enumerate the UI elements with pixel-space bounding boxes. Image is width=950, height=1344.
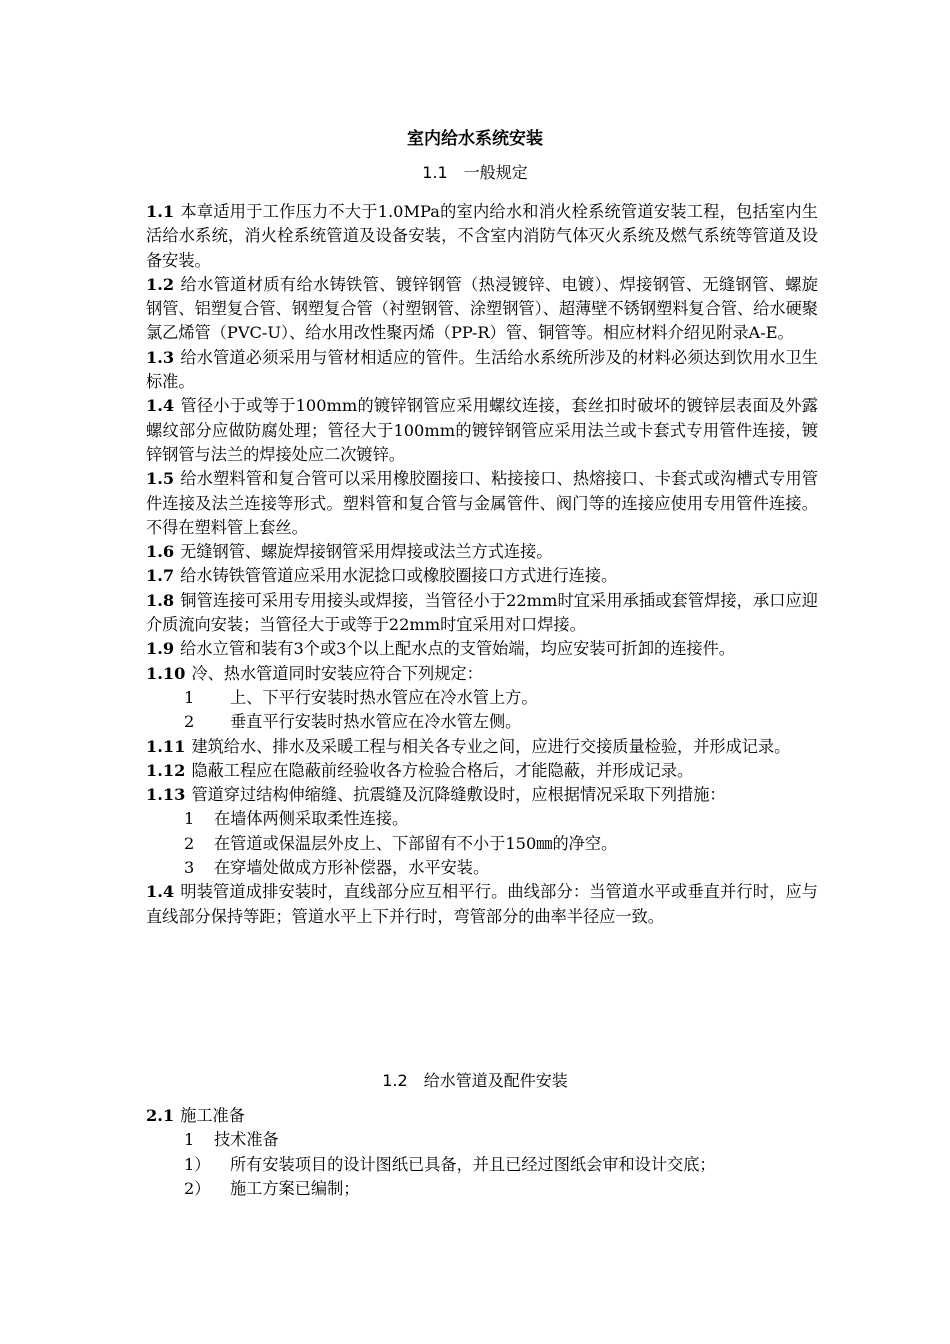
sub-item — [184, 1153, 818, 1177]
sub-item-number: 1 — [184, 1130, 195, 1150]
sub-item-text: 技术准备 — [214, 1130, 279, 1150]
sub-item-number: 3 — [184, 858, 195, 878]
clause-text: 给水立管和装有3个或3个以上配水点的支管始端，均应安装可折卸的连接件。 — [180, 639, 735, 659]
clause-text: 给水塑料管和复合管可以采用橡胶圈接口、粘接接口、热熔接口、卡套式或沟槽式专用管件连接及法兰连接等形式。塑料管和复合管与金属管件、阀门等的连接应使用专用管件连接。不得在塑料管上套丝。 — [146, 469, 818, 537]
clause-text: 管径小于或等于100mm的镀锌钢管应采用螺纹连接，套丝扣时破坏的镀锌层表面及外露螺纹部分应做防腐处理；管径大于100mm的镀锌钢管应采用法兰或卡套式专用管件连接，镀锌钢管与法兰的焊接处应二次镀锌。 — [146, 396, 818, 464]
clause-number: 1.7 — [146, 566, 175, 586]
section-heading-1-1 — [0, 162, 950, 184]
sub-item — [184, 686, 818, 710]
clause-number: 1.9 — [146, 639, 175, 659]
clause-number: 1.2 — [146, 274, 175, 294]
clause-text: 无缝钢管、螺旋焊接钢管采用焊接或法兰方式连接。 — [180, 542, 553, 562]
sub-item-number: 1 — [184, 809, 195, 829]
clause — [146, 783, 818, 807]
clause — [146, 200, 818, 273]
clause-text: 给水管道材质有给水铸铁管、镀锌钢管（热浸镀锌、电镀）、焊接钢管、无缝钢管、螺旋钢管、铝塑复合管、钢塑复合管（衬塑钢管、涂塑钢管）、超薄壁不锈钢塑料复合管、给水硬聚氯乙烯管（PVC-U）、给水用改性聚丙烯（PP-R）管、铜管等。相应材料介绍见附录A-E。 — [146, 274, 818, 343]
clause-number: 1.13 — [146, 785, 186, 805]
section-title: 一般规定 — [463, 163, 528, 182]
clause — [146, 759, 818, 783]
section-2-body — [146, 1104, 818, 1201]
clause-number: 1.10 — [146, 663, 186, 683]
clause — [146, 467, 818, 540]
clause — [146, 273, 818, 346]
sub-item — [184, 710, 818, 734]
clause-text: 给水管道必须采用与管材相适应的管件。生活给水系统所涉及的材料必须达到饮用水卫生标准。 — [146, 347, 818, 392]
clause-text: 建筑给水、排水及采暖工程与相关各专业之间，应进行交接质量检验，并形成记录。 — [191, 736, 791, 756]
sub-item — [184, 1128, 818, 1152]
sub-item — [184, 1177, 818, 1201]
clause-text: 铜管连接可采用专用接头或焊接，当管径小于22mm时宜采用承插或套管焊接，承口应迎介质流向安装；当管径大于或等于22mm时宜采用对口焊接。 — [146, 590, 818, 635]
clause-number: 1.11 — [146, 736, 186, 756]
clause — [146, 1104, 818, 1128]
clause-text: 冷、热水管道同时安装应符合下列规定： — [191, 663, 483, 683]
section-number: 1.1 — [422, 163, 448, 182]
clause — [146, 540, 818, 564]
clause-number: 1.5 — [146, 469, 175, 489]
section-number: 1.2 — [382, 1071, 408, 1090]
sub-item — [184, 832, 818, 856]
section-1-body — [146, 200, 818, 929]
sub-item-text: 在管道或保温层外皮上、下部留有不小于150㎜的净空。 — [214, 833, 618, 853]
sub-item — [184, 856, 818, 880]
clause-text: 本章适用于工作压力不大于1.0MPa的室内给水和消火栓系统管道安装工程，包括室内生活给水系统，消火栓系统管道及设备安装，不含室内消防气体灭火系统及燃气系统等管道及设备安装。 — [146, 202, 818, 270]
clause-number: 1.4 — [146, 396, 175, 416]
document-title: 室内给水系统安装 — [407, 129, 543, 149]
sub-item-text: 垂直平行安装时热水管应在冷水管左侧。 — [230, 712, 522, 732]
sub-item — [184, 807, 818, 831]
clause — [146, 735, 818, 759]
sub-item-number: 1 — [184, 687, 195, 707]
section-heading-1-2 — [0, 1070, 950, 1092]
clause-number: 1.1 — [146, 202, 175, 221]
section-title: 给水管道及配件安装 — [423, 1071, 568, 1090]
clause-number: 1.6 — [146, 542, 175, 562]
sub-item-text: 施工方案已编制； — [230, 1178, 360, 1198]
clause — [146, 346, 818, 395]
clause-text: 施工准备 — [180, 1106, 245, 1125]
clause — [146, 637, 818, 661]
clause-number: 1.4 — [146, 882, 175, 902]
sub-item-number: 2 — [184, 712, 195, 732]
sub-item-text: 在墙体两侧采取柔性连接。 — [214, 809, 409, 829]
clause — [146, 394, 818, 467]
clause-number: 1.12 — [146, 760, 186, 780]
clause — [146, 880, 818, 929]
clause — [146, 589, 818, 638]
clause — [146, 662, 818, 686]
sub-item-number: 2 — [184, 833, 195, 853]
sub-item-number: 2） — [184, 1178, 211, 1198]
clause-text: 明装管道成排安装时，直线部分应互相平行。曲线部分：当管道水平或垂直并行时，应与直线部分保持等距；管道水平上下并行时，弯管部分的曲率半径应一致。 — [146, 882, 818, 926]
clause-text: 给水铸铁管管道应采用水泥捻口或橡胶圈接口方式进行连接。 — [180, 566, 618, 586]
clause-number: 2.1 — [146, 1106, 175, 1125]
clause-number: 1.8 — [146, 590, 175, 610]
clause-text: 管道穿过结构伸缩缝、抗震缝及沉降缝敷设时，应根据情况采取下列措施： — [191, 785, 726, 805]
sub-item-number: 1） — [184, 1154, 211, 1174]
sub-item-text: 在穿墙处做成方形补偿器，水平安装。 — [214, 858, 490, 878]
clause — [146, 564, 818, 588]
clause-text: 隐蔽工程应在隐蔽前经验收各方检验合格后，才能隐蔽，并形成记录。 — [191, 760, 694, 780]
sub-item-text: 上、下平行安装时热水管应在冷水管上方。 — [230, 687, 538, 707]
clause-number: 1.3 — [146, 347, 175, 367]
sub-item-text: 所有安装项目的设计图纸已具备，并且已经过图纸会审和设计交底； — [230, 1154, 716, 1174]
